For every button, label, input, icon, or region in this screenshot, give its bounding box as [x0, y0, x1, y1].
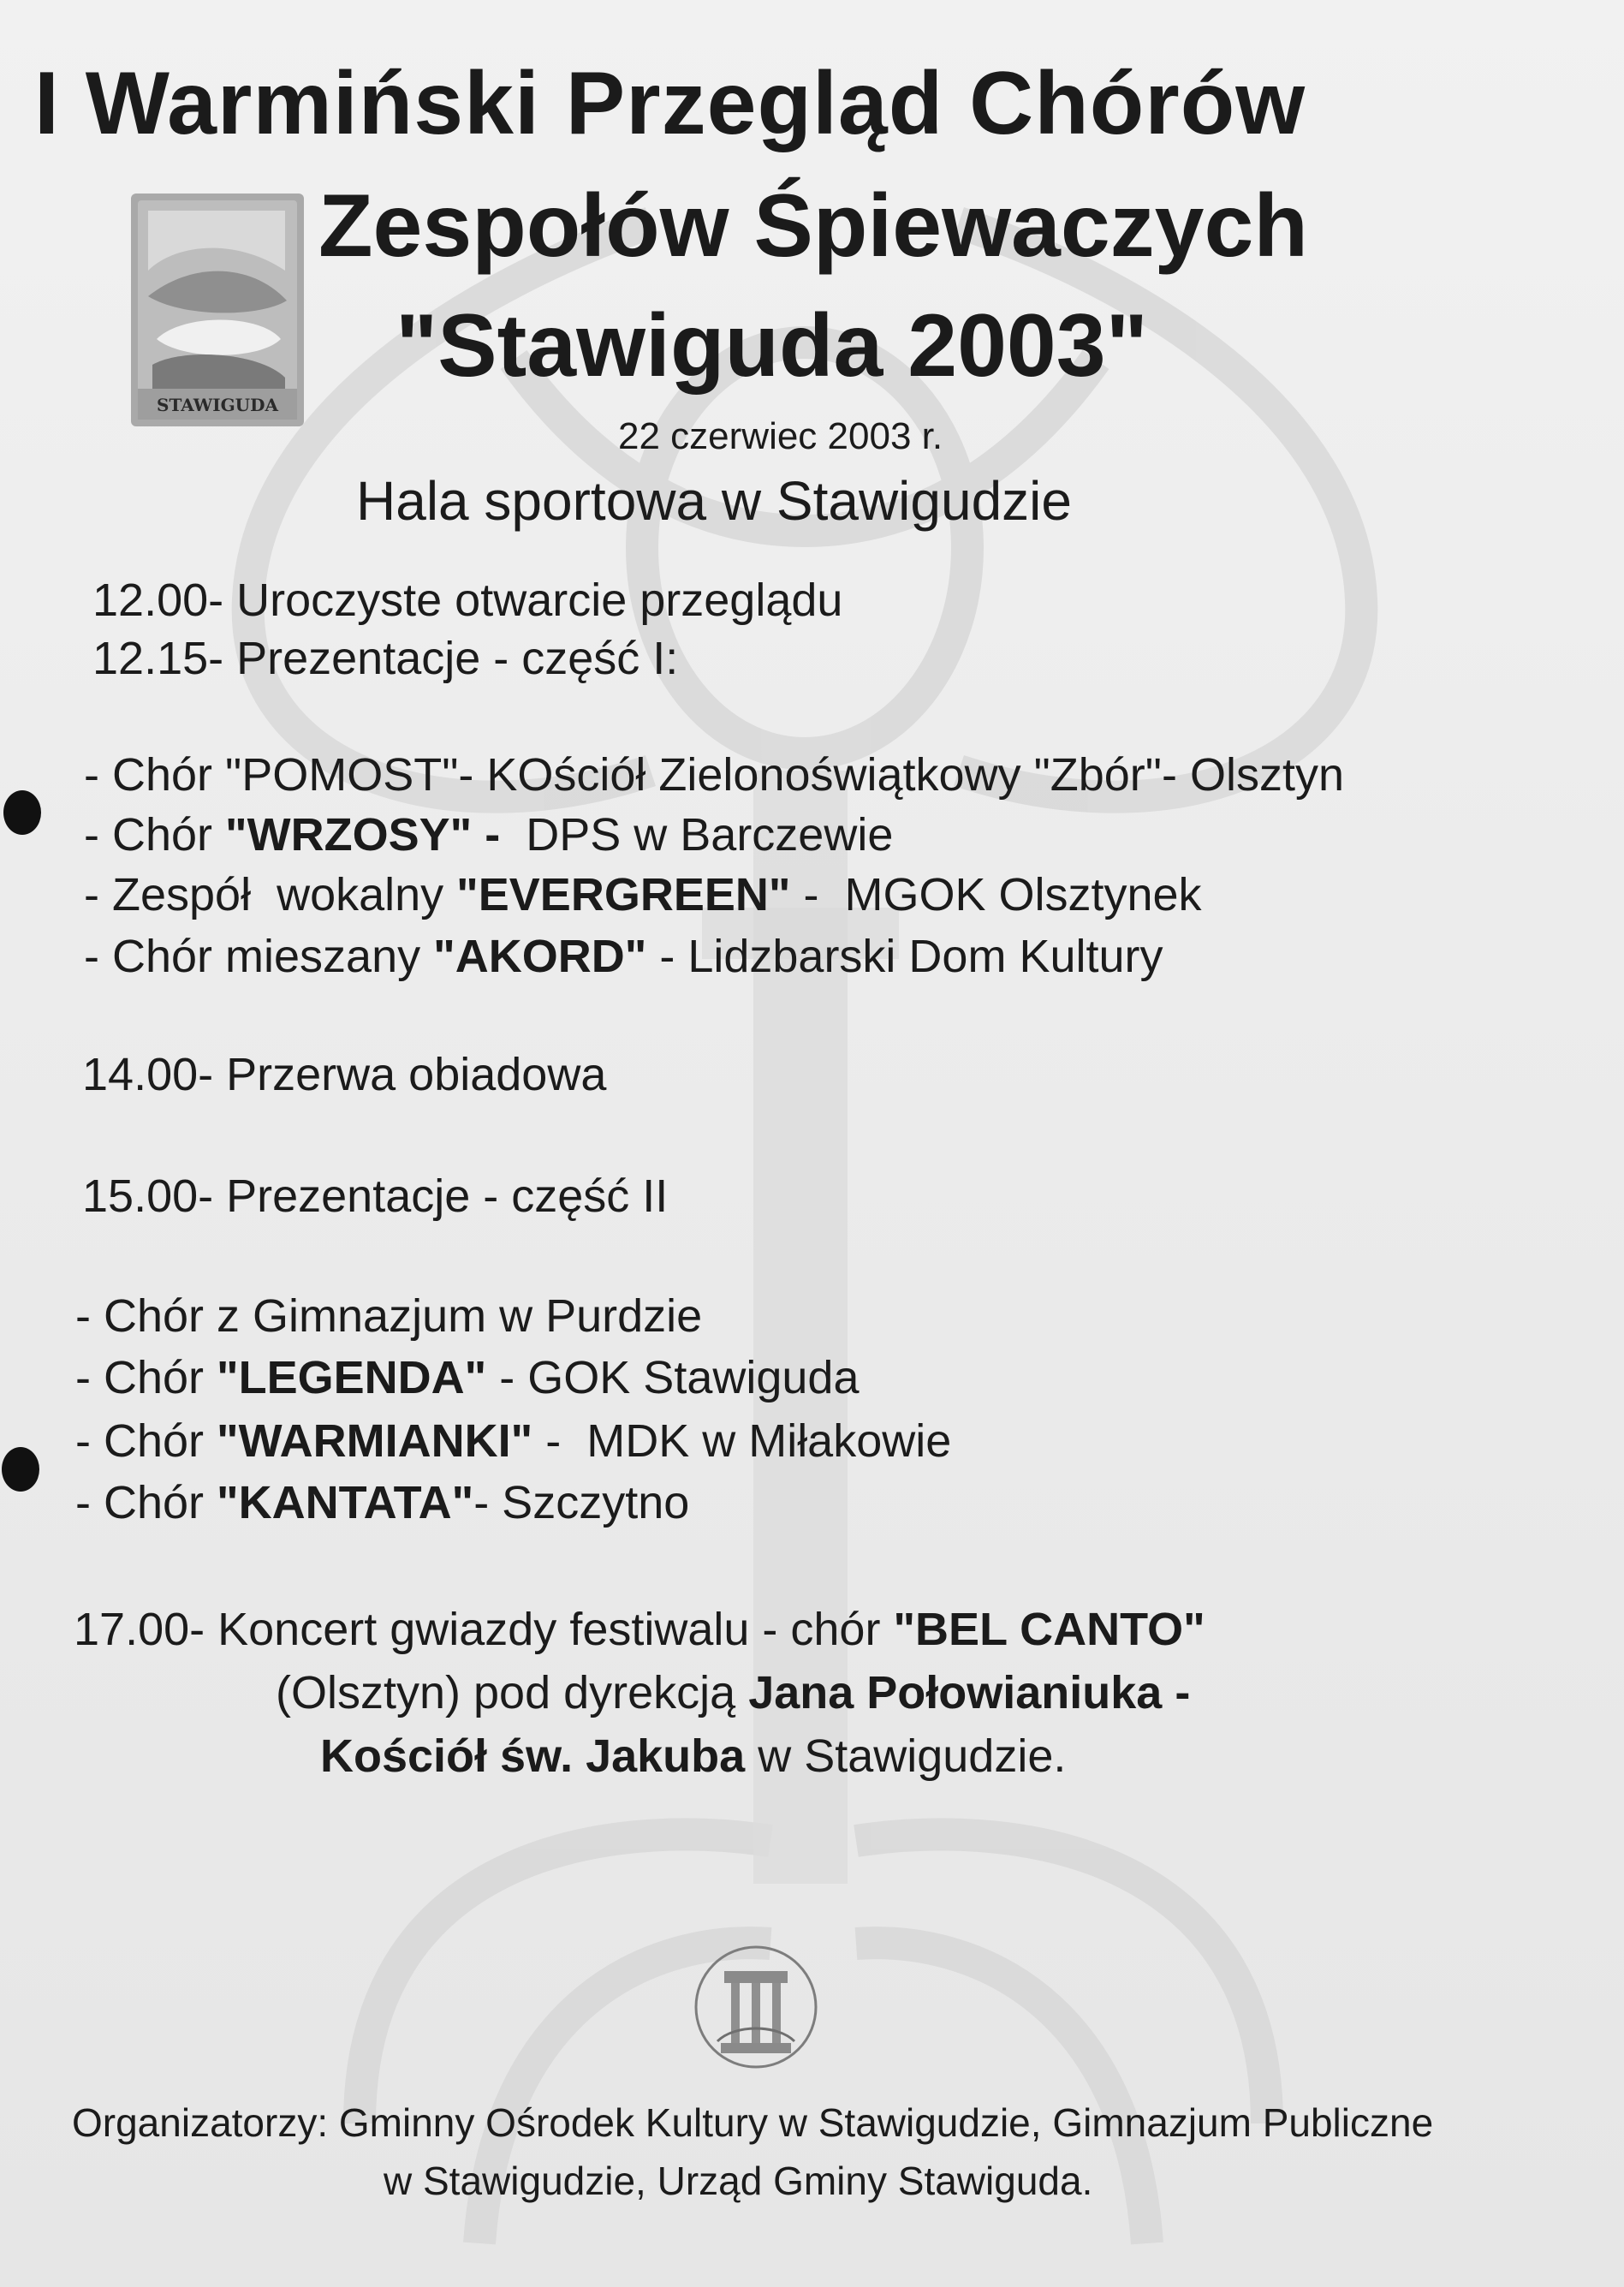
punch-hole-bullet-bottom: [2, 1447, 39, 1492]
column-emblem-icon: [692, 1939, 820, 2076]
stawiguda-emblem-icon: [131, 194, 304, 426]
part1-item: - Chór mieszany "AKORD" - Lidzbarski Dom Kultury: [84, 931, 1163, 982]
part2-item: - Chór "LEGENDA" - GOK Stawiguda: [75, 1352, 860, 1403]
punch-hole-bullet-top: [3, 790, 41, 835]
title-line-2: Zespołów Śpiewaczych: [318, 176, 1308, 276]
part2-item: - Chór "KANTATA"- Szczytno: [75, 1477, 690, 1528]
part2-item: - Chór z Gimnazjum w Purdzie: [75, 1290, 703, 1342]
part1-item: - Chór "WRZOSY" - DPS w Barczewie: [84, 809, 894, 861]
schedule-part1-header: 12.15- Prezentacje - część I:: [92, 633, 679, 684]
schedule-opening: 12.00- Uroczyste otwarcie przeglądu: [92, 575, 843, 626]
schedule-part2-header: 15.00- Prezentacje - część II: [82, 1170, 669, 1222]
title-line-3: "Stawiguda 2003": [396, 296, 1148, 396]
schedule-lunch: 14.00- Przerwa obiadowa: [82, 1049, 607, 1100]
concert-line-1: 17.00- Koncert gwiazdy festiwalu - chór "BEL CANTO": [74, 1604, 1205, 1655]
part1-item: - Zespół wokalny "EVERGREEN" - MGOK Olsztynek: [84, 869, 1202, 920]
part2-item: - Chór "WARMIANKI" - MDK w Miłakowie: [75, 1415, 952, 1467]
organizers-line-1: Organizatorzy: Gminny Ośrodek Kultury w Stawigudzie, Gimnazjum Publiczne: [72, 2100, 1434, 2145]
concert-line-2: (Olsztyn) pod dyrekcją Jana Połowianiuka -: [276, 1667, 1191, 1718]
title-line-1: I Warmiński Przegląd Chórów: [34, 54, 1306, 153]
concert-line-3: Kościół św. Jakuba w Stawigudzie.: [320, 1730, 1067, 1782]
part1-item: - Chór "POMOST"- KOściół Zielonoświątkowy "Zbór"- Olsztyn: [84, 749, 1344, 801]
event-venue: Hala sportowa w Stawigudzie: [356, 470, 1072, 532]
organizers-line-2: w Stawigudzie, Urząd Gminy Stawiguda.: [384, 2159, 1093, 2203]
event-date: 22 czerwiec 2003 r.: [618, 415, 943, 457]
logo-label: STAWIGUDA: [157, 395, 278, 415]
